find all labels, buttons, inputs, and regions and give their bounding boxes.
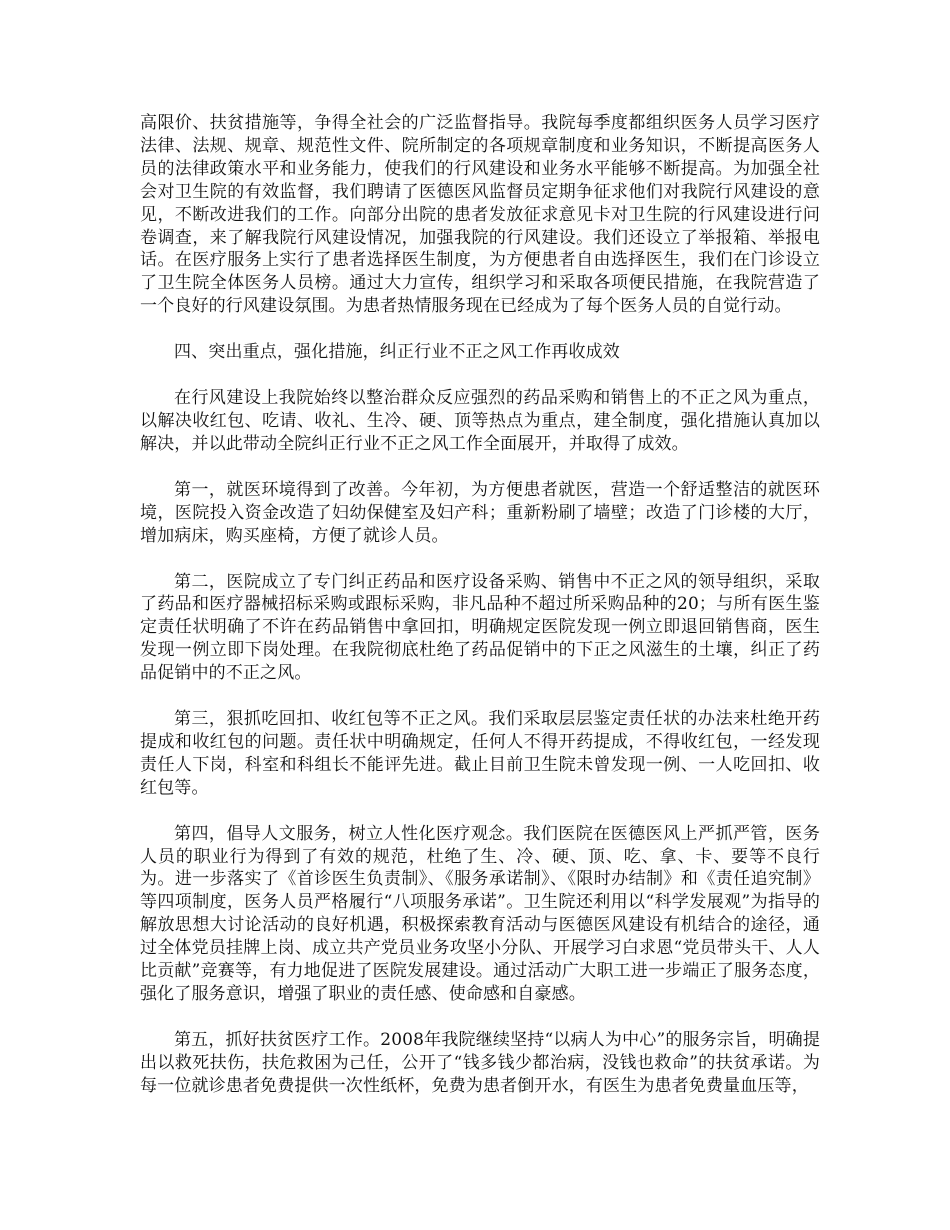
paragraph-6: 第四，倡导人文服务，树立人性化医疗观念。我们医院在医德医风上严抓严管，医务人员的职业行为得到了有效的规范，杜绝了生、冷、硬、顶、吃、拿、卡、要等不良行为。进一步落实了《首诊医生负责制》、《服务承诺制》、《限时办结制》和《责任追究制》等四项制度，医务人员严格履行“八项服务承诺”。卫生院还利用以“科学发展观”为指导的解放思想大讨论活动的良好机遇，积极探索教育活动与医德医风建设有机结合的途径，通过全体党员挂牌上岗、成立共产党员业务攻坚小分队、开展学习白求恩“党员带头干、人人比贡献”竞赛等，有力地促进了医院发展建设。通过活动广大职工进一步端正了服务态度，强化了服务意识，增强了职业的责任感、使命感和自豪感。 (140, 823, 820, 1004)
paragraph-2: 在行风建设上我院始终以整治群众反应强烈的药品采购和销售上的不正之风为重点，以解决收红包、吃请、收礼、生冷、硬、顶等热点为重点，建全制度，强化措施认真加以解决，并以此带动全院纠正行业不正之风工作全面展开，并取得了成效。 (140, 388, 820, 454)
paragraph-4: 第二，医院成立了专门纠正药品和医疗设备采购、销售中不正之风的领导组织，采取了药品和医疗器械招标采购或跟标采购，非凡品种不超过所采购品种的20；与所有医生鉴定责任状明确了不许在药品销售中拿回扣，明确规定医院发现一例立即退回销售商，医生发现一例立即下岗处理。在我院彻底杜绝了药品促销中的下正之风滋生的土壤，纠正了药品促销中的不正之风。 (140, 571, 820, 684)
paragraph-5: 第三，狠抓吃回扣、收红包等不正之风。我们采取层层鉴定责任状的办法来杜绝开药提成和收红包的问题。责任状中明确规定，任何人不得开药提成，不得收红包，一经发现责任人下岗，科室和科组长不能评先进。截止目前卫生院未曾发现一例、一人吃回扣、收红包等。 (140, 709, 820, 798)
document-body (140, 112, 820, 1121)
paragraph-1: 高限价、扶贫措施等，争得全社会的广泛监督指导。我院每季度都组织医务人员学习医疗法律、法规、规章、规范性文件、院所制定的各项规章制度和业务知识，不断提高医务人员的法律政策水平和业务能力，使我们的行风建设和业务水平能够不断提高。为加强全社会对卫生院的有效监督，我们聘请了医德医风监督员定期争征求他们对我院行风建设的意见，不断改进我们的工作。向部分出院的患者发放征求意见卡对卫生院的行风建设进行问卷调查，来了解我院行风建设情况，加强我院的行风建设。我们还设立了举报箱、举报电话。在医疗服务上实行了患者选择医生制度，为方便患者自由选择医生，我们在门诊设立了卫生院全体医务人员榜。通过大力宣传，组织学习和采取各项便民措施，在我院营造了一个良好的行风建设氛围。为患者热情服务现在已经成为了每个医务人员的自觉行动。 (140, 113, 820, 317)
paragraph-7: 第五，抓好扶贫医疗工作。2008年我院继续坚持“以病人为中心”的服务宗旨，明确提出以救死扶伤，扶危救困为己任，公开了“钱多钱少都治病，没钱也救命”的扶贫承诺。为每一位就诊患者免费提供一次性纸杯，免费为患者倒开水，有医生为患者免费量血压等， (140, 1029, 820, 1096)
paragraph-3: 第一，就医环境得到了改善。今年初，为方便患者就医，营造一个舒适整洁的就医环境，医院投入资金改造了妇幼保健室及妇产科；重新粉刷了墙壁；改造了门诊楼的大厅，增加病床，购买座椅，方便了就诊人员。 (140, 479, 820, 546)
section-heading: 四、突出重点，强化措施，纠正行业不正之风工作再收成效 (174, 342, 620, 363)
